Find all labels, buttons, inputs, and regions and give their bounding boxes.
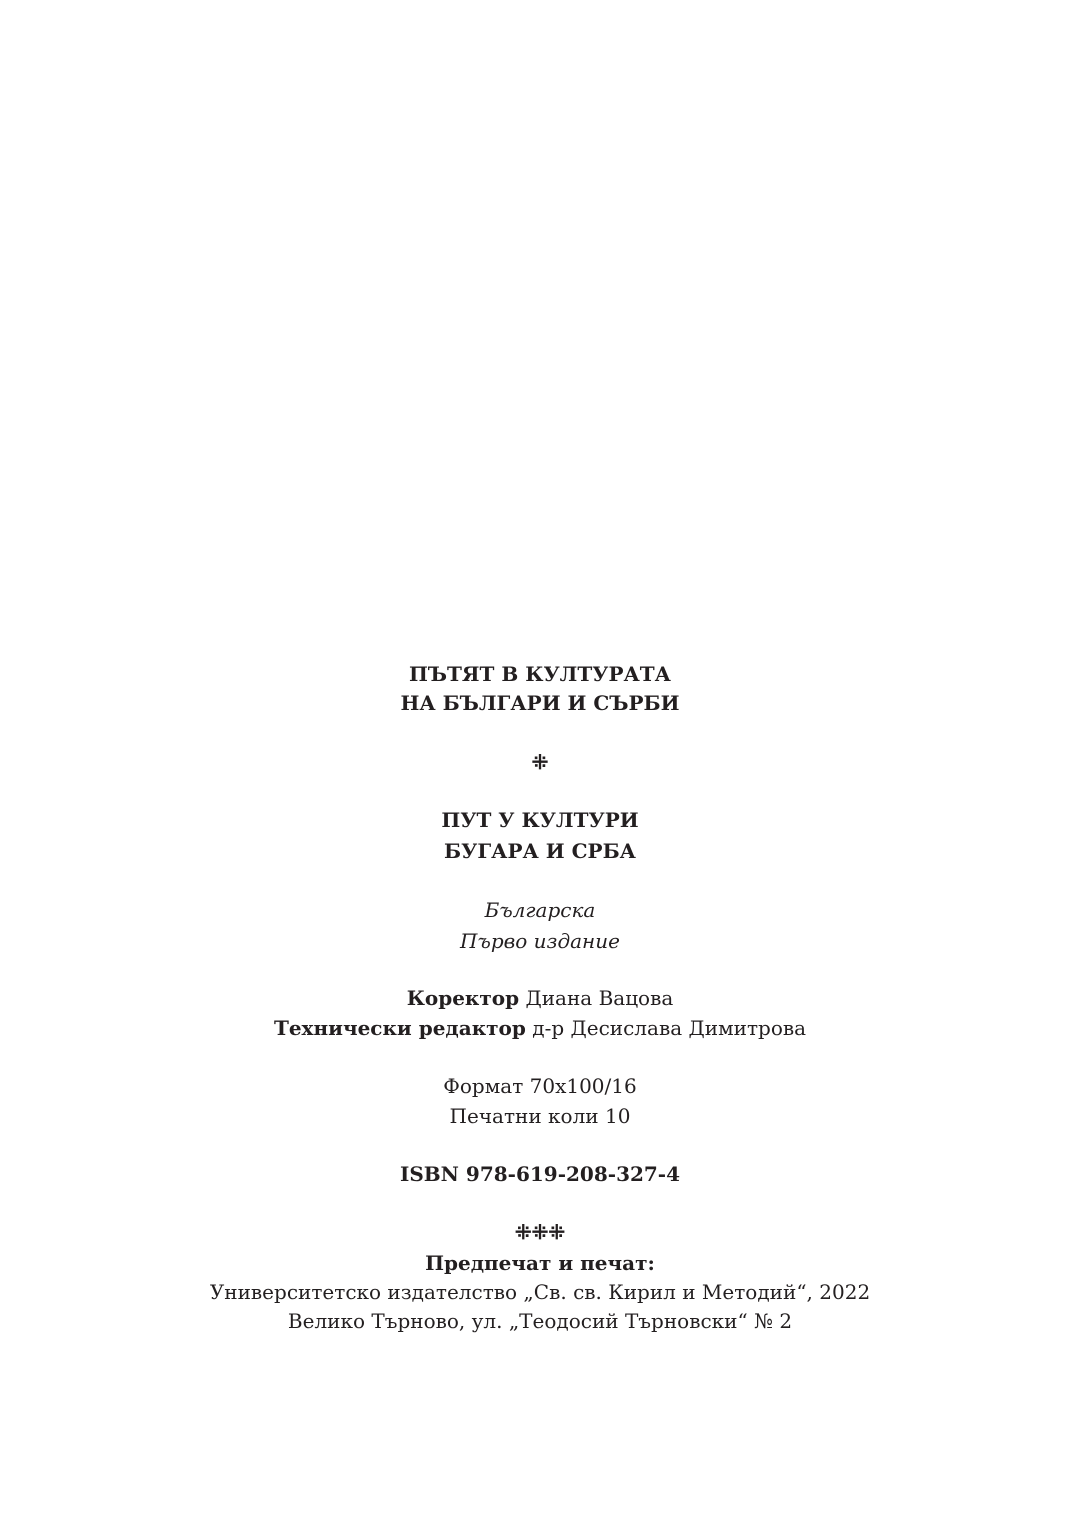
tech-editor-credit	[0, 1014, 1080, 1042]
serbian-title-line-1: ПУТ У КУЛТУРИ	[441, 808, 639, 832]
edition-number: Първо издание	[460, 929, 620, 953]
isbn: ISBN 978-619-208-327-4	[399, 1162, 681, 1186]
format-spec: Формат 70х100/16	[443, 1074, 637, 1098]
separator-ornament: ⁜	[531, 750, 549, 774]
bulgarian-title-line-1: ПЪТЯТ В КУЛТУРАТА	[409, 662, 671, 686]
edition-language: Българска	[484, 898, 596, 922]
publisher-line: Университетско издателство „Св. св. Кирил и Методий“, 2022	[209, 1280, 871, 1304]
proofreader-label: Коректор	[406, 986, 520, 1010]
publisher-address: Велико Търново, ул. „Теодосий Търновски“ № 2	[287, 1309, 793, 1333]
serbian-title-line-2: БУГАРА И СРБА	[444, 839, 636, 863]
proofreader-name: Диана Вацова	[525, 986, 674, 1010]
footer-ornament: ⁜⁜⁜	[514, 1220, 566, 1244]
printing-label: Предпечат и печат:	[425, 1251, 655, 1275]
print-sheets-spec: Печатни коли 10	[449, 1104, 631, 1128]
tech-editor-name: д-р Десислава Димитрова	[532, 1016, 807, 1040]
bulgarian-title-line-2: НА БЪЛГАРИ И СЪРБИ	[400, 691, 680, 715]
proofreader-credit	[0, 984, 1080, 1012]
tech-editor-label: Технически редактор	[273, 1016, 526, 1040]
